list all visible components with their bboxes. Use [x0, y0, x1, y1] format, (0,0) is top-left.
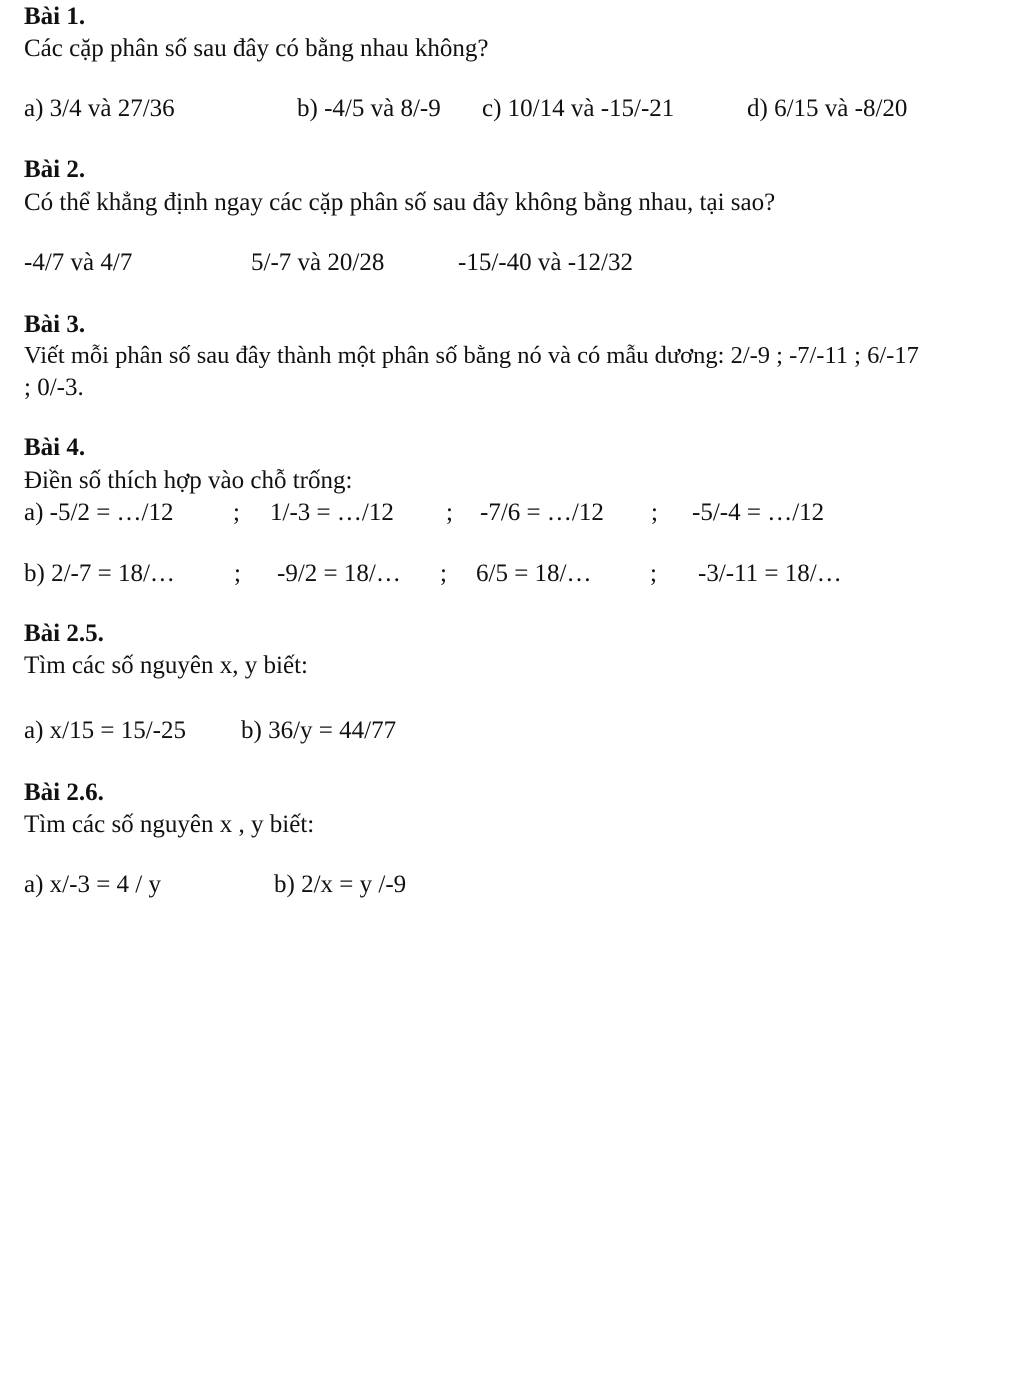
- separator: ;: [440, 560, 447, 587]
- exercise-2-5-question: Tìm các số nguyên x, y biết:: [24, 652, 308, 679]
- separator: ;: [234, 560, 241, 587]
- exercise-4-b-item-1: b) 2/-7 = 18/…: [24, 560, 175, 587]
- exercise-1-question: Các cặp phân số sau đây có bằng nhau không?: [24, 35, 489, 62]
- exercise-2-5-item-b: b) 36/y = 44/77: [241, 717, 397, 744]
- exercise-4-b-item-3: 6/5 = 18/…: [476, 560, 592, 587]
- exercise-4-row-a: [0, 498, 1024, 528]
- exercise-2-6-items: [0, 870, 1024, 900]
- exercise-3-question-line-2: ; 0/-3.: [24, 374, 84, 401]
- exercise-2-pair-1: -4/7 và 4/7: [24, 249, 133, 276]
- exercise-4-a-item-3: -7/6 = …/12: [480, 499, 604, 526]
- exercise-2-6-item-b: b) 2/x = y /-9: [274, 871, 407, 898]
- exercise-4-title: Bài 4.: [24, 434, 86, 461]
- exercise-2-6-question: Tìm các số nguyên x , y biết:: [24, 811, 315, 838]
- exercise-4-a-item-2: 1/-3 = …/12: [270, 499, 394, 526]
- exercise-2-5-item-a: a) x/15 = 15/-25: [24, 717, 186, 744]
- separator: ;: [650, 560, 657, 587]
- exercise-3-question-line-1: Viết mỗi phân số sau đây thành một phân số bằng nó và có mẫu dương: 2/-9 ; -7/-11 ; 6/-17: [24, 342, 919, 369]
- exercise-4-a-item-4: -5/-4 = …/12: [692, 499, 825, 526]
- exercise-4-a-item-1: a) -5/2 = …/12: [24, 499, 174, 526]
- exercise-1-option-c: c) 10/14 và -15/-21: [482, 95, 675, 122]
- exercise-2-6-item-a: a) x/-3 = 4 / y: [24, 871, 161, 898]
- exercise-4-row-b: [0, 559, 1024, 589]
- exercise-2-5-items: [0, 716, 1024, 746]
- exercise-4-b-item-2: -9/2 = 18/…: [277, 560, 401, 587]
- exercise-2-6-title: Bài 2.6.: [24, 779, 104, 806]
- exercise-1-option-b: b) -4/5 và 8/-9: [297, 95, 441, 122]
- exercise-1-option-a: a) 3/4 và 27/36: [24, 95, 175, 122]
- exercise-2-question: Có thể khẳng định ngay các cặp phân số sau đây không bằng nhau, tại sao?: [24, 189, 776, 216]
- exercise-2-pairs: [0, 248, 1024, 278]
- exercise-2-title: Bài 2.: [24, 156, 86, 183]
- exercise-3-title: Bài 3.: [24, 311, 86, 338]
- separator: ;: [233, 499, 240, 526]
- exercise-2-5-title: Bài 2.5.: [24, 620, 104, 647]
- exercise-1-option-d: d) 6/15 và -8/20: [747, 95, 908, 122]
- exercise-4-question: Điền số thích hợp vào chỗ trống:: [24, 467, 353, 494]
- exercise-2-pair-3: -15/-40 và -12/32: [458, 249, 633, 276]
- exercise-4-b-item-4: -3/-11 = 18/…: [698, 560, 842, 587]
- separator: ;: [651, 499, 658, 526]
- exercise-2-pair-2: 5/-7 và 20/28: [251, 249, 385, 276]
- separator: ;: [446, 499, 453, 526]
- exercise-1-title: Bài 1.: [24, 3, 86, 30]
- exercise-1-options: [0, 94, 1024, 124]
